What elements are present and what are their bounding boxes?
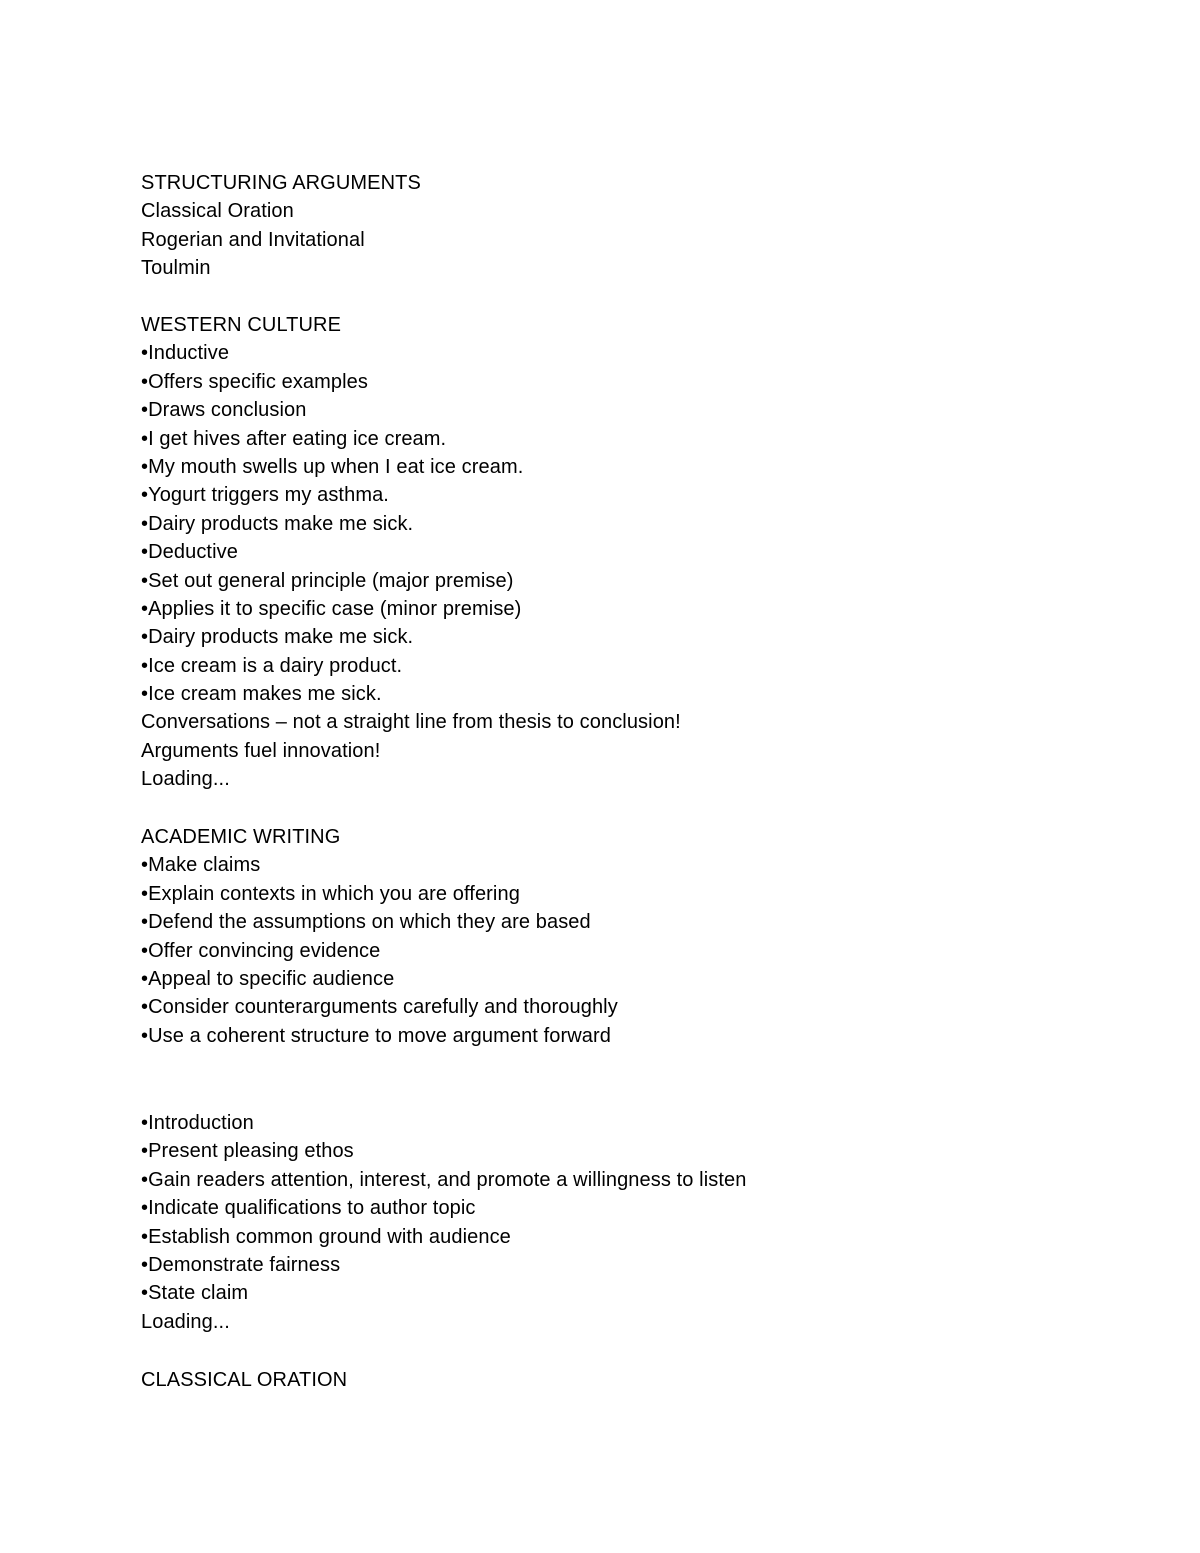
- list-item: •State claim: [141, 1282, 249, 1305]
- list-item: •Present pleasing ethos: [141, 1140, 354, 1163]
- section-introduction: [141, 1109, 746, 1336]
- list-item: •Yogurt triggers my asthma.: [141, 484, 389, 507]
- section-classical-oration: [141, 1366, 347, 1394]
- list-item: •Demonstrate fairness: [141, 1253, 341, 1276]
- list-item: •Defend the assumptions on which they are based: [141, 911, 591, 934]
- list-item: •My mouth swells up when I eat ice cream.: [141, 455, 524, 478]
- list-item: •Ice cream makes me sick.: [141, 683, 382, 706]
- list-item: •Gain readers attention, interest, and promote a willingness to listen: [141, 1168, 747, 1191]
- list-item: •I get hives after eating ice cream.: [141, 427, 447, 450]
- section-heading: WESTERN CULTURE: [141, 314, 342, 336]
- list-item: Rogerian and Invitational: [141, 228, 365, 251]
- section-western-culture: [141, 311, 681, 794]
- list-item: Arguments fuel innovation!: [141, 739, 381, 762]
- list-item: •Introduction: [141, 1112, 254, 1134]
- list-item: •Dairy products make me sick.: [141, 626, 414, 649]
- list-item: •Ice cream is a dairy product.: [141, 654, 403, 677]
- list-item: •Applies it to specific case (minor premise): [141, 597, 522, 620]
- section-heading: STRUCTURING ARGUMENTS: [141, 172, 421, 194]
- loading-text: Loading...: [141, 1310, 230, 1333]
- list-item: •Explain contexts in which you are offering: [141, 882, 520, 905]
- list-item: •Appeal to specific audience: [141, 967, 395, 990]
- loading-text: Loading...: [141, 768, 230, 791]
- list-item: •Offer convincing evidence: [141, 939, 381, 962]
- list-item: •Deductive: [141, 541, 238, 564]
- list-item: •Consider counterarguments carefully and thoroughly: [141, 996, 618, 1019]
- list-item: Conversations – not a straight line from thesis to conclusion!: [141, 711, 681, 734]
- list-item: •Dairy products make me sick.: [141, 512, 414, 535]
- list-item: •Indicate qualifications to author topic: [141, 1197, 476, 1220]
- list-item: Toulmin: [141, 257, 211, 280]
- list-item: •Use a coherent structure to move argument forward: [141, 1024, 611, 1047]
- list-item: •Set out general principle (major premise): [141, 569, 514, 592]
- list-item: •Draws conclusion: [141, 399, 307, 422]
- section-heading: ACADEMIC WRITING: [141, 826, 341, 848]
- section-structuring-arguments: [141, 169, 421, 283]
- list-item: •Inductive: [141, 342, 230, 365]
- list-item: •Offers specific examples: [141, 370, 368, 393]
- list-item: Classical Oration: [141, 200, 294, 223]
- section-heading: CLASSICAL ORATION: [141, 1369, 348, 1391]
- list-item: •Establish common ground with audience: [141, 1225, 511, 1248]
- list-item: •Make claims: [141, 854, 261, 877]
- section-academic-writing: [141, 823, 618, 1050]
